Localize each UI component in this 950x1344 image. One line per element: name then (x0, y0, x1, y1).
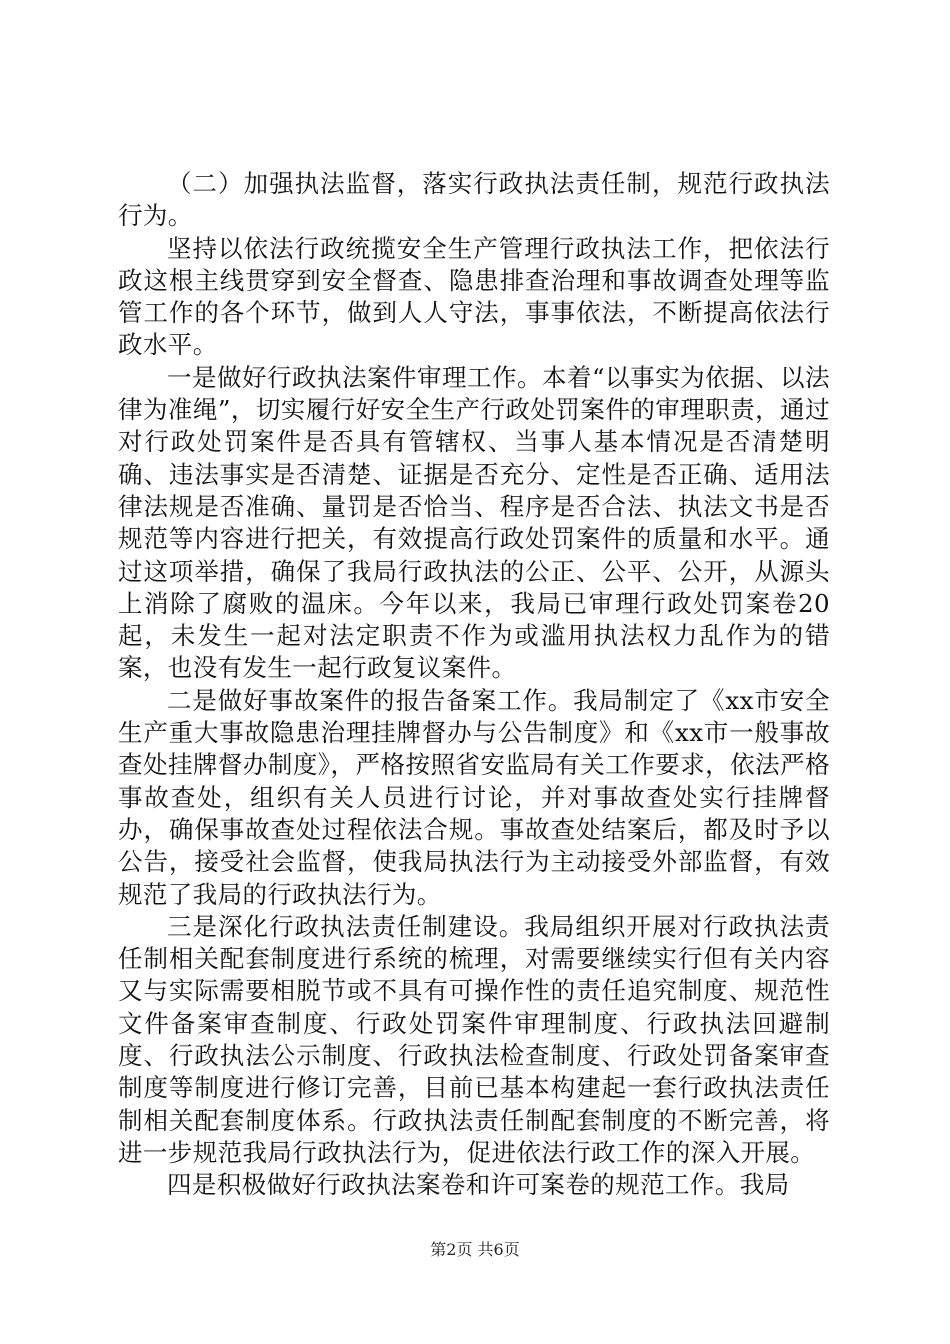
paragraph: 二是做好事故案件的报告备案工作。我局制定了《xx市安全生产重大事故隐患治理挂牌督办与公告制度》和《xx市一般事故查处挂牌督办制度》，严格按照省安监局有关工作要求，依法严格事故查处，组织有关人员进行讨论，并对事故查处实行挂牌督办，确保事故查处过程依法合规。事故查处结案后，都及时予以公告，接受社会监督，使我局执法行为主动接受外部监督，有效规范了我局的行政执法行为。 (118, 685, 830, 909)
paragraph: 四是积极做好行政执法案卷和许可案卷的规范工作。我局 (167, 1170, 790, 1200)
section-heading: （二）加强执法监督，落实行政执法责任制，规范行政执法行为。 (118, 169, 830, 231)
paragraph: 坚持以依法行政统揽安全生产管理行政执法工作，把依法行政这根主线贯穿到安全督查、隐患排查治理和事故调查处理等监管工作的各个环节，做到人人守法，事事依法，不断提高依法行政水平。 (118, 233, 830, 360)
document-body (118, 168, 830, 1202)
page-footer: 第2页 共6页 (430, 1240, 520, 1259)
paragraph: 三是深化行政执法责任制建设。我局组织开展对行政执法责任制相关配套制度进行系统的梳理，对需要继续实行但有关内容又与实际需要相脱节或不具有可操作性的责任追究制度、规范性文件备案审查制度、行政处罚案件审理制度、行政执法回避制度、行政执法公示制度、行政执法检查制度、行政处罚备案审查制度等制度进行修订完善，目前已基本构建起一套行政执法责任制相关配套制度体系。行政执法责任制配套制度的不断完善，将进一步规范我局行政执法行为，促进依法行政工作的深入开展。 (118, 911, 830, 1167)
paragraph: 一是做好行政执法案件审理工作。本着“以事实为依据、以法律为准绳”，切实履行好安全生产行政处罚案件的审理职责，通过对行政处罚案件是否具有管辖权、当事人基本情况是否清楚明确、违法事实是否清楚、证据是否充分、定性是否正确、适用法律法规是否准确、量罚是否恰当、程序是否合法、执法文书是否规范等内容进行把关，有效提高行政处罚案件的质量和水平。通过这项举措，确保了我局行政执法的公正、公平、公开，从源头上消除了腐败的温床。今年以来，我局已审理行政处罚案卷20起，未发生一起对法定职责不作为或滥用执法权力乱作为的错案，也没有发生一起行政复议案件。 (118, 362, 830, 683)
